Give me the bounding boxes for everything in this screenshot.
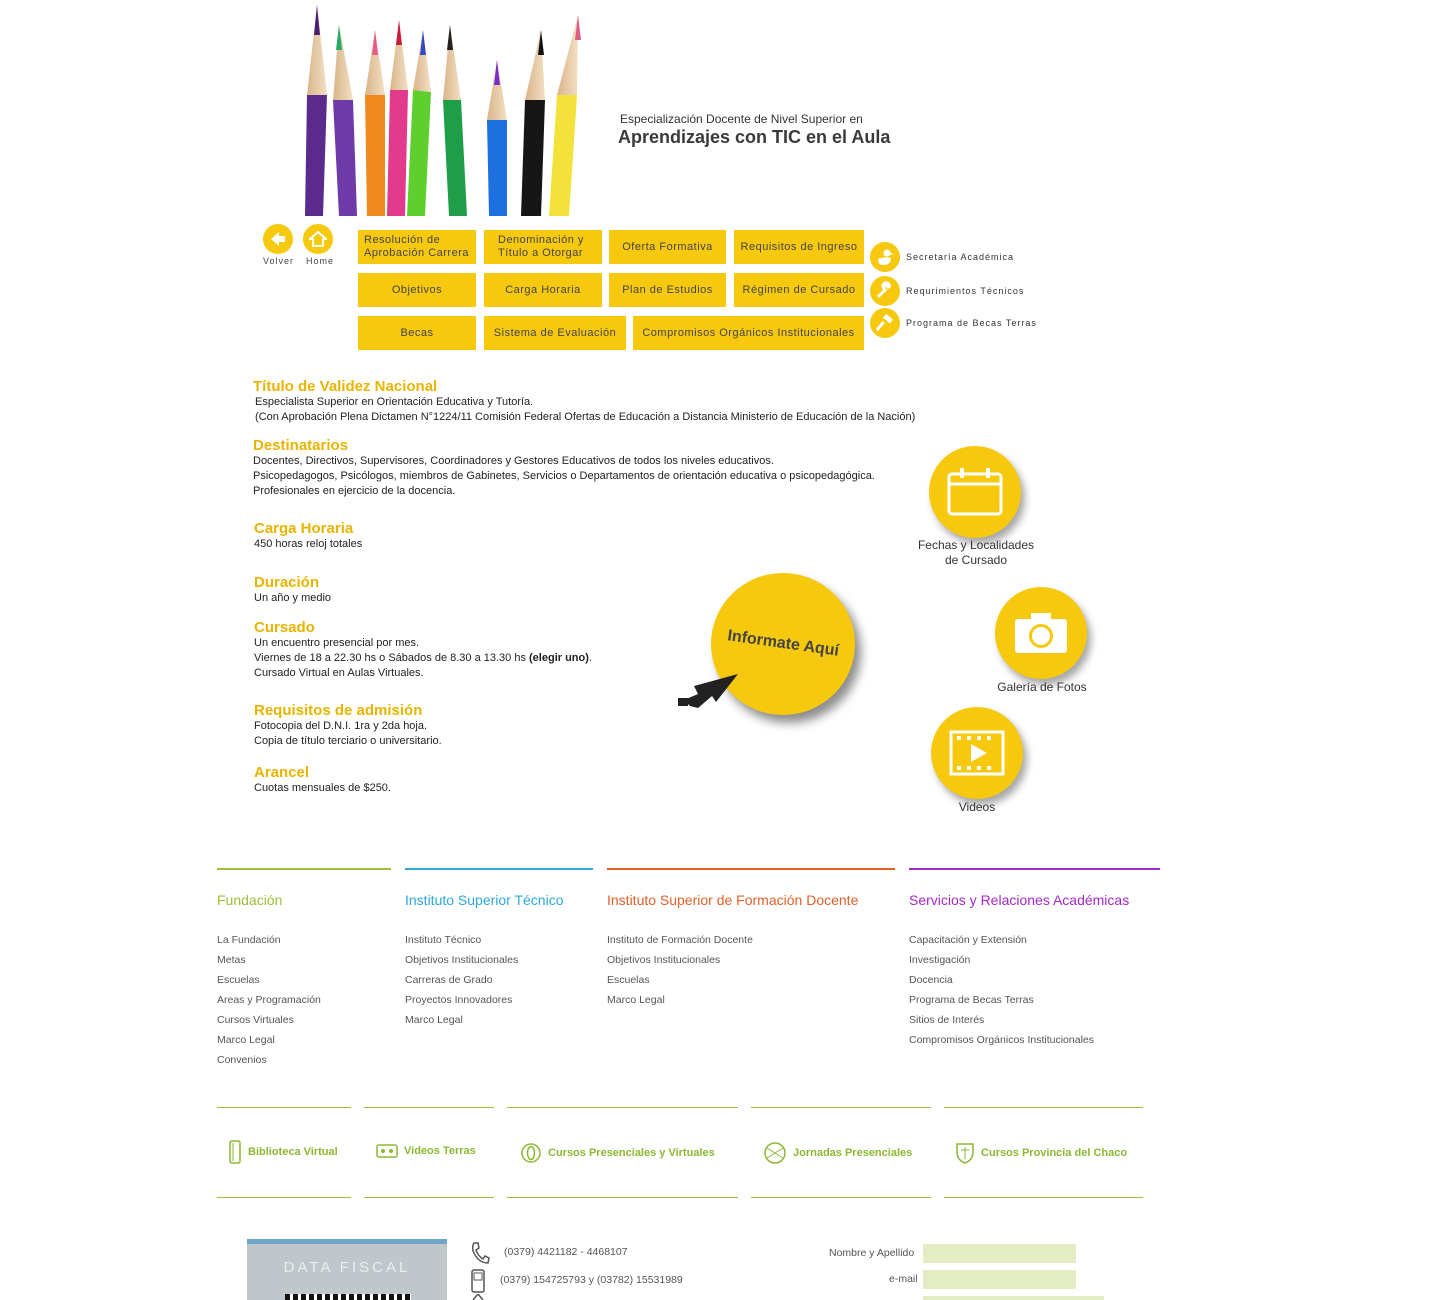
cursor-arrow-icon bbox=[676, 672, 740, 712]
menu-oferta[interactable]: Oferta Formativa bbox=[609, 230, 726, 264]
footer-col-title: Servicios y Relaciones Académicas bbox=[909, 892, 1130, 908]
section-text: Cuotas mensuales de $250. bbox=[254, 782, 391, 794]
side-link-becas[interactable] bbox=[870, 308, 1037, 338]
section-heading: Destinatarios bbox=[253, 437, 349, 454]
footer-col-tecnico bbox=[405, 868, 593, 1030]
section-text: Cursado Virtual en Aulas Virtuales. bbox=[254, 667, 424, 679]
divider bbox=[507, 1107, 738, 1108]
side-link-label: Programa de Becas Terras bbox=[906, 318, 1037, 328]
schedule-dot: . bbox=[588, 652, 592, 664]
galeria-button[interactable] bbox=[995, 587, 1087, 679]
footer-link[interactable]: Convenios bbox=[217, 1054, 267, 1066]
footer-col-docente bbox=[607, 868, 895, 1010]
hammer-icon bbox=[870, 308, 900, 338]
quicklink-label: Videos Terras bbox=[404, 1145, 476, 1157]
fechas-label-1: Fechas y Localidades bbox=[917, 538, 1035, 552]
menu-evaluacion[interactable]: Sistema de Evaluación bbox=[484, 316, 626, 350]
wrench-icon bbox=[870, 276, 900, 306]
phone-icon bbox=[470, 1241, 490, 1265]
section-text bbox=[254, 651, 674, 666]
footer-link[interactable]: Objetivos Institucionales bbox=[405, 954, 519, 966]
divider bbox=[944, 1197, 1143, 1198]
quicklink-label: Biblioteca Virtual bbox=[248, 1146, 338, 1158]
email-input[interactable] bbox=[923, 1270, 1076, 1289]
divider bbox=[217, 868, 391, 870]
mobile-icon bbox=[471, 1269, 485, 1293]
camera-icon bbox=[1013, 611, 1069, 655]
divider bbox=[751, 1107, 931, 1108]
menu-compromisos[interactable]: Compromisos Orgánicos Institucionales bbox=[633, 316, 864, 350]
footer-col-title: Fundación bbox=[217, 892, 283, 908]
section-text: (Con Aprobación Plena Dictamen N°1224/11 Comisión Federal Ofertas de Educación a Distancia Ministerio de Educación de la Nación) bbox=[255, 411, 916, 423]
side-link-secretaria[interactable] bbox=[870, 242, 1014, 272]
duck-icon bbox=[870, 242, 900, 272]
menu-plan[interactable]: Plan de Estudios bbox=[609, 273, 726, 307]
section-heading: Cursado bbox=[254, 619, 315, 636]
footer-link[interactable]: Instituto Técnico bbox=[405, 934, 482, 946]
data-fiscal-badge[interactable] bbox=[247, 1239, 447, 1300]
videos-label: Videos bbox=[958, 800, 996, 814]
divider bbox=[607, 868, 895, 870]
section-heading: Arancel bbox=[254, 764, 310, 781]
menu-requisitos[interactable]: Requisitos de Ingreso bbox=[734, 230, 864, 264]
phone-number: (0379) 4421182 - 4468107 bbox=[504, 1246, 628, 1258]
pencils-image bbox=[295, 0, 595, 216]
footer-col-title: Instituto Superior Técnico bbox=[405, 892, 564, 908]
home-button[interactable] bbox=[303, 224, 337, 266]
home-icon bbox=[303, 224, 333, 254]
data-fiscal-label: DATA FISCAL bbox=[283, 1259, 411, 1276]
menu-carga[interactable]: Carga Horaria bbox=[484, 273, 602, 307]
footer-link[interactable]: Proyectos Innovadores bbox=[405, 994, 513, 1006]
footer-link[interactable]: Marco Legal bbox=[217, 1034, 275, 1046]
destinatarios-section bbox=[253, 437, 953, 499]
header-subtitle: Especialización Docente de Nivel Superior en bbox=[620, 112, 863, 126]
footer-link[interactable]: La Fundación bbox=[217, 934, 281, 946]
section-heading: Título de Validez Nacional bbox=[253, 378, 438, 395]
schedule-note: (elegir uno) bbox=[529, 652, 589, 664]
volver-button[interactable] bbox=[263, 224, 297, 266]
quicklink-chaco[interactable] bbox=[955, 1142, 1127, 1164]
section-text: Copia de título terciario o universitario. bbox=[254, 735, 442, 747]
message-input[interactable] bbox=[923, 1296, 1104, 1300]
footer-link[interactable]: Capacitación y Extensión bbox=[909, 934, 1027, 946]
arancel-section bbox=[254, 764, 391, 796]
fechas-label bbox=[906, 538, 1046, 568]
footer-link[interactable]: Cursos Virtuales bbox=[217, 1014, 294, 1026]
section-text: Psicopedagogos, Psicólogos, miembros de Gabinetes, Servicios o Departamentos de orientación educativa o psicopedagógica. bbox=[253, 470, 875, 482]
footer-col-servicios bbox=[909, 868, 1160, 1050]
shield-icon bbox=[955, 1142, 975, 1164]
divider bbox=[944, 1107, 1143, 1108]
menu-denominacion[interactable]: Denominación y Título a Otorgar bbox=[484, 230, 602, 264]
quicklink-jornadas[interactable] bbox=[763, 1142, 912, 1164]
footer-link[interactable]: Sitios de Interés bbox=[909, 1014, 985, 1026]
divider bbox=[217, 1107, 351, 1108]
footer-link[interactable]: Compromisos Orgánicos Institucionales bbox=[909, 1034, 1094, 1046]
footer-link[interactable]: Programa de Becas Terras bbox=[909, 994, 1034, 1006]
section-text: Un encuentro presencial por mes. bbox=[254, 637, 420, 649]
divider bbox=[507, 1197, 738, 1198]
footer-link[interactable]: Objetivos Institucionales bbox=[607, 954, 721, 966]
divider bbox=[909, 868, 1160, 870]
section-text: 450 horas reloj totales bbox=[254, 538, 363, 550]
side-link-label: Requrimientos Técnicos bbox=[906, 286, 1025, 296]
divider bbox=[751, 1197, 931, 1198]
quicklink-biblioteca[interactable] bbox=[228, 1140, 338, 1164]
qr-code-icon bbox=[285, 1294, 411, 1300]
section-text: Especialista Superior en Orientación Educativa y Tutoría. bbox=[255, 396, 534, 408]
film-play-icon bbox=[949, 730, 1005, 776]
menu-resolucion[interactable]: Resolución de Aprobación Carrera bbox=[358, 230, 476, 264]
footer-link[interactable]: Metas bbox=[217, 954, 246, 966]
fechas-label-2: de Cursado bbox=[944, 553, 1008, 567]
duracion-section bbox=[254, 574, 331, 606]
back-arrow-icon bbox=[263, 224, 293, 254]
leaf-icon bbox=[520, 1142, 542, 1164]
footer-link[interactable]: Escuelas bbox=[607, 974, 650, 986]
quicklink-label: Cursos Presenciales y Virtuales bbox=[548, 1147, 715, 1159]
section-heading: Requisitos de admisión bbox=[254, 702, 423, 719]
footer-link[interactable]: Investigación bbox=[909, 954, 971, 966]
email-label: e-mail bbox=[889, 1273, 918, 1285]
section-heading: Carga Horaria bbox=[254, 520, 354, 537]
footer-col-title: Instituto Superior de Formación Docente bbox=[607, 892, 859, 908]
section-text: Fotocopia del D.N.I. 1ra y 2da hoja. bbox=[254, 720, 428, 732]
quicklink-videos[interactable] bbox=[376, 1144, 476, 1158]
footer-link[interactable]: Marco Legal bbox=[607, 994, 665, 1006]
page-title: Aprendizajes con TIC en el Aula bbox=[618, 127, 891, 147]
menu-objetivos[interactable]: Objetivos bbox=[358, 273, 476, 307]
home-label: Home bbox=[305, 256, 334, 266]
name-input[interactable] bbox=[923, 1244, 1076, 1263]
volver-label: Volver bbox=[262, 256, 294, 266]
menu-becas[interactable]: Becas bbox=[358, 316, 476, 350]
badge-stripe bbox=[247, 1239, 447, 1244]
section-text: Docentes, Directivos, Supervisores, Coordinadores y Gestores Educativos de todos los niveles educativos. bbox=[253, 455, 774, 467]
mobile-number: (0379) 154725793 y (03782) 15531989 bbox=[500, 1274, 683, 1286]
requisitos-section bbox=[254, 702, 442, 749]
footer-link[interactable]: Carreras de Grado bbox=[405, 974, 493, 986]
footer-link[interactable]: Areas y Programación bbox=[217, 994, 321, 1006]
footer-link[interactable]: Docencia bbox=[909, 974, 953, 986]
side-link-label: Secretaría Académica bbox=[906, 252, 1015, 262]
section-text: Un año y medio bbox=[254, 592, 332, 604]
mail-icon bbox=[471, 1294, 485, 1300]
footer-col-fundacion bbox=[217, 868, 391, 1070]
quicklink-label: Jornadas Presenciales bbox=[793, 1147, 913, 1159]
calendar-icon bbox=[946, 466, 1004, 518]
footer-link[interactable]: Instituto de Formación Docente bbox=[607, 934, 753, 946]
book-icon bbox=[228, 1140, 242, 1164]
name-label: Nombre y Apellido bbox=[829, 1247, 915, 1259]
section-text: Profesionales en ejercicio de la docencia. bbox=[253, 485, 456, 497]
galeria-label: Galería de Fotos bbox=[997, 680, 1087, 694]
side-link-requerimientos[interactable] bbox=[870, 276, 1024, 306]
divider bbox=[217, 1197, 351, 1198]
informate-label: Informate Aquí bbox=[726, 627, 840, 660]
ball-icon bbox=[763, 1142, 787, 1164]
divider bbox=[364, 1197, 494, 1198]
quicklink-cursos[interactable] bbox=[520, 1142, 715, 1164]
quicklink-label: Cursos Provincia del Chaco bbox=[981, 1147, 1128, 1159]
menu-regimen[interactable]: Régimen de Cursado bbox=[734, 273, 864, 307]
section-heading: Duración bbox=[254, 574, 320, 591]
fechas-button[interactable] bbox=[929, 446, 1021, 538]
schedule-text: Viernes de 18 a 22.30 hs o Sábados de 8.30 a 13.30 hs bbox=[254, 652, 530, 664]
divider bbox=[364, 1107, 494, 1108]
main-content bbox=[253, 378, 953, 425]
footer-link[interactable]: Marco Legal bbox=[405, 1014, 463, 1026]
divider bbox=[405, 868, 593, 870]
footer-link[interactable]: Escuelas bbox=[217, 974, 260, 986]
carga-section bbox=[254, 520, 362, 552]
film-icon bbox=[376, 1144, 398, 1158]
cursado-section bbox=[254, 619, 674, 681]
videos-button[interactable] bbox=[931, 707, 1023, 799]
